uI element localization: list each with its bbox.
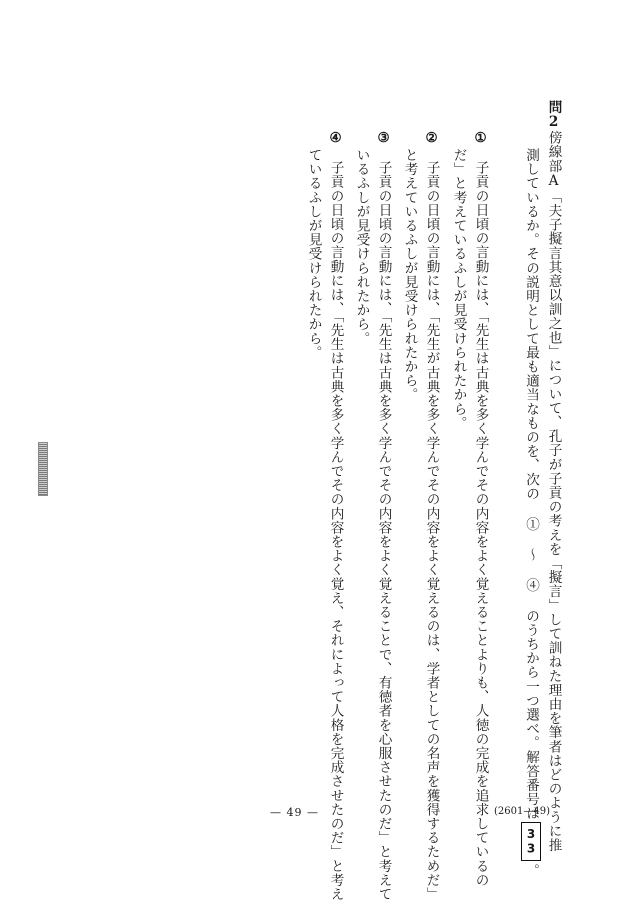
- option-4-text-2: ているふしが見受けられたから。: [305, 148, 322, 360]
- page-code: (2601—49): [494, 806, 550, 817]
- option-2-marker: ②: [423, 130, 440, 147]
- option-2-text-2: と考えているふしが見受けられたから。: [401, 148, 418, 402]
- option-2-line-2: [402, 148, 416, 402]
- option-4-text-1: 子貢の日頃の言動には、「先生は古典を多く学んでその内容をよく覚え、それによって人格を完成させたのだ」と考え: [327, 160, 344, 901]
- option-1-line-2: [451, 148, 465, 430]
- option-4-marker: ④: [327, 130, 344, 147]
- question-text-2: 測しているか。その説明として最も適当なものを、次の ① ～ ④ のうちから一つ選べ。解答番号は: [523, 148, 539, 821]
- option-1-text-1: 子貢の日頃の言動には、「先生は古典を多く学んでその内容をよく覚えることよりも、人徳の完成を追求しているの: [472, 160, 489, 888]
- option-4-line-2: [306, 148, 320, 360]
- option-3-line-2: [354, 148, 368, 345]
- option-2-line-1: [424, 130, 438, 901]
- option-3-text-2: いるふしが見受けられたから。: [353, 148, 370, 346]
- question-text-2-end: 。: [523, 863, 539, 878]
- option-3-text-1: 子貢の日頃の言動には、「先生は古典を多く学んでその内容をよく覚えることで、有徳者を心服させたのだ」と考えて: [375, 160, 392, 901]
- option-4-line-1: [328, 130, 342, 901]
- option-1-marker: ①: [472, 130, 489, 147]
- option-1-text-2: だ」と考えているふしが見受けられたから。: [450, 148, 467, 430]
- question-line-1: [546, 100, 560, 852]
- page-number: — 49 —: [270, 806, 319, 819]
- registration-marker: [38, 442, 48, 496]
- option-3-marker: ③: [375, 130, 392, 147]
- option-1-line-1: [473, 130, 487, 887]
- question-line-2: [521, 148, 541, 877]
- option-3-line-1: [376, 130, 390, 901]
- answer-number-box: 33: [521, 822, 541, 861]
- question-label: 問2: [545, 100, 562, 131]
- option-2-text-1: 子貢の日頃の言動には、「先生が古典を多く学んでその内容をよく覚えるのは、学者としての名声を獲得するためだ」: [423, 160, 440, 901]
- question-text-1: 傍線部A「夫子擬言其意以訓之也」について、孔子が子貢の考えを「擬言」して訓ねた理由を筆者はどのように推: [545, 130, 562, 853]
